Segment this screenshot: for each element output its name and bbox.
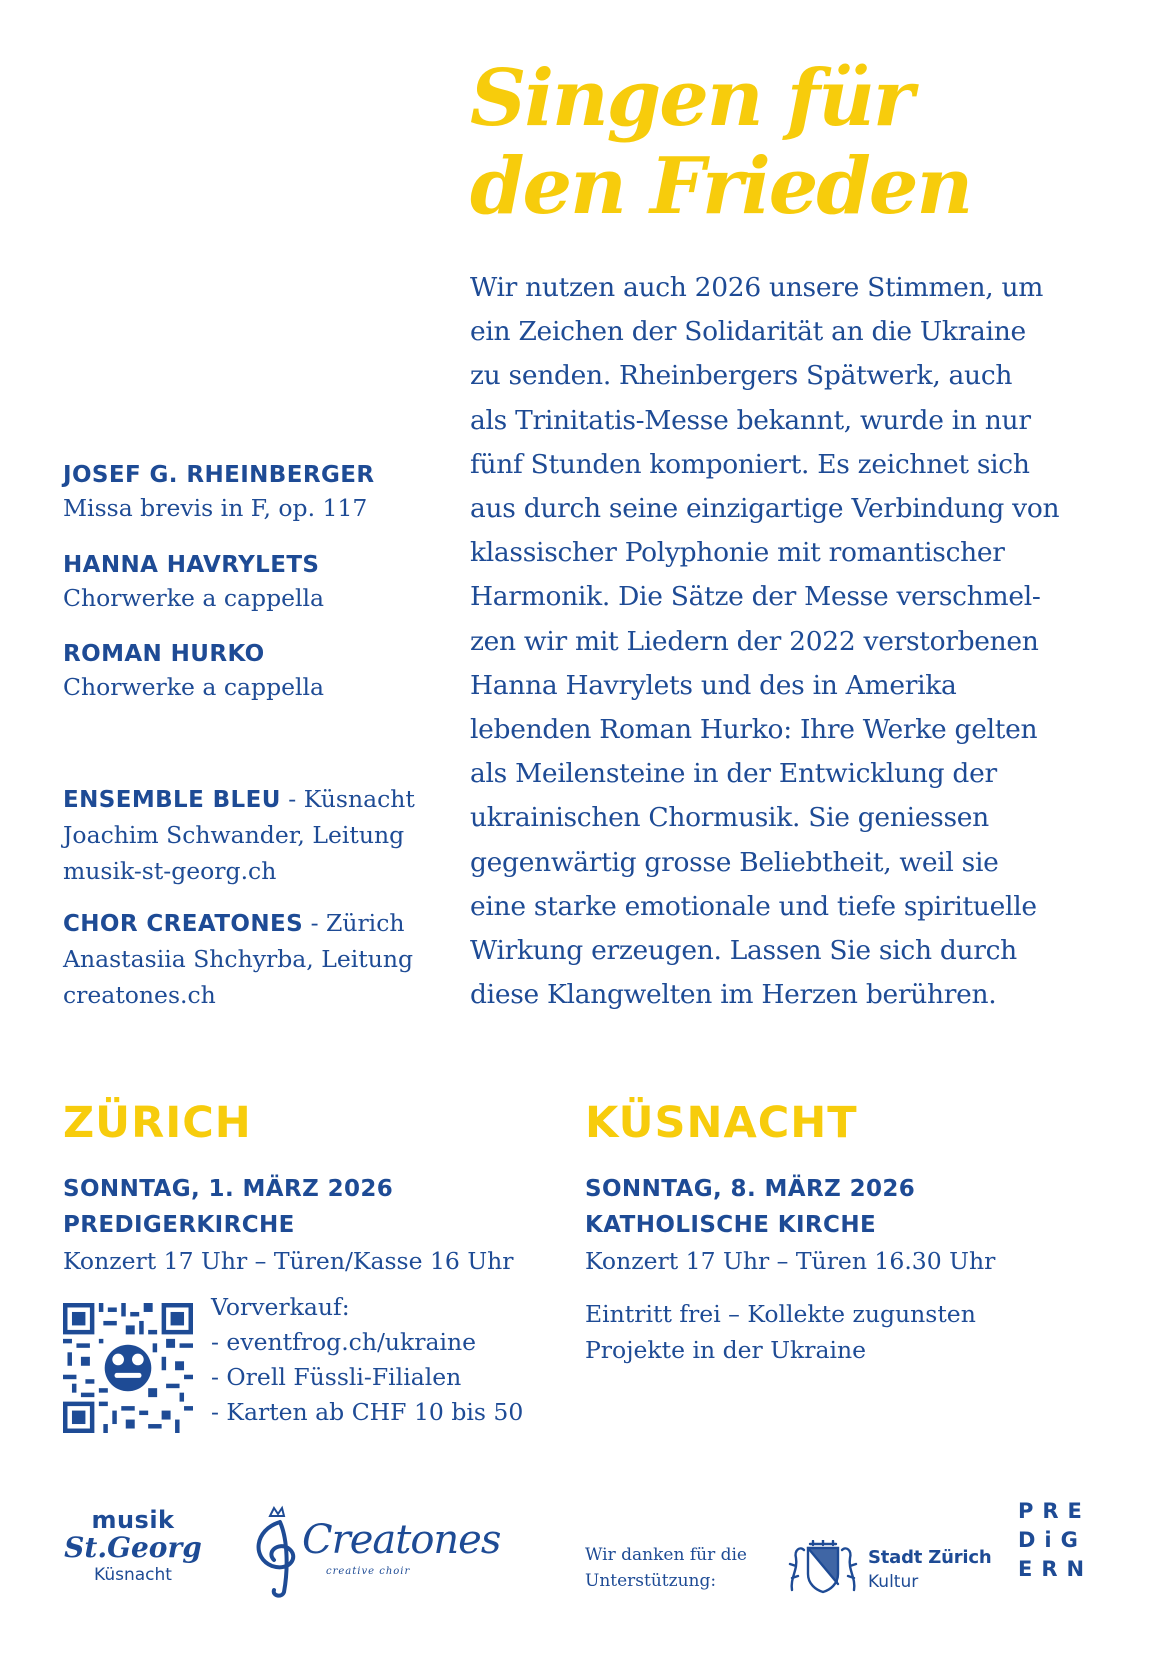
thanks-line: Unterstützung: [585, 1571, 717, 1591]
creatones-logo [244, 1500, 501, 1600]
presale-block [211, 1290, 523, 1430]
zurich-heading: ZÜRICH [63, 1098, 252, 1148]
intro-line: Hanna Havrylets und des in Amerika [470, 669, 957, 701]
program-hurko [63, 639, 443, 705]
intro-line: diese Klangwelten im Herzen berühren. [470, 979, 997, 1011]
intro-line: Wir nutzen auch 2026 unsere Stimmen, um [470, 272, 1044, 303]
kuesnacht-date: SONNTAG, 8. MÄRZ 2026 [585, 1176, 916, 1202]
composer-name: JOSEF G. RHEINBERGER [63, 462, 375, 488]
stadt-zuerich-logo [868, 1546, 991, 1594]
intro-line: lebenden Roman Hurko: Ihre Werke gelten [470, 714, 1038, 746]
work-title: Chorwerke a cappella [63, 584, 325, 612]
presale-item: - Karten ab CHF 10 bis 50 [211, 1398, 524, 1426]
intro-line: ein Zeichen der Solidarität an die Ukraine [470, 316, 1026, 348]
intro-line: eine starke emotionale und tiefe spirituelle [470, 890, 1037, 922]
predigern-line: ERN [1018, 1557, 1094, 1581]
work-title: Chorwerke a cappella [63, 673, 325, 701]
predigern-logo [1018, 1497, 1093, 1584]
qr-code[interactable] [63, 1303, 193, 1433]
composer-name: HANNA HAVRYLETS [63, 552, 320, 578]
intro-text [470, 266, 1110, 1017]
logo-kuesnacht-word: Küsnacht [94, 1565, 172, 1585]
ensemble-website[interactable]: musik-st-georg.ch [63, 857, 277, 885]
ensemble-leader: Joachim Schwander, Leitung [63, 821, 405, 849]
kuesnacht-entry-1: Eintritt frei – Kollekte zugunsten [585, 1300, 976, 1328]
stadt-zuerich-name: Stadt Zürich [868, 1547, 992, 1568]
ensemble-creatones [63, 905, 443, 1013]
ensemble-bleu [63, 781, 443, 889]
ensemble-name: CHOR CREATONES [63, 911, 304, 937]
kuesnacht-entry-2: Projekte in der Ukraine [585, 1336, 867, 1364]
program-havrylets [63, 550, 443, 616]
intro-line: ukrainischen Chormusik. Sie geniessen [470, 802, 989, 834]
program-rheinberger [63, 460, 443, 526]
intro-line: aus durch seine einzigartige Verbindung von [470, 493, 1060, 525]
presale-item[interactable]: - eventfrog.ch/ukraine [211, 1328, 477, 1356]
presale-item: - Orell Füssli-Filialen [211, 1363, 462, 1391]
ensemble-leader: Anastasiia Shchyrba, Leitung [63, 945, 414, 973]
kuesnacht-heading: KÜSNACHT [585, 1098, 858, 1148]
composer-name: ROMAN HURKO [63, 641, 265, 667]
ensemble-name: ENSEMBLE BLEU [63, 787, 281, 813]
intro-line: als Trinitatis-Messe bekannt, wurde in nur [470, 404, 1031, 436]
intro-line: zen wir mit Liedern der 2022 verstorbenen [470, 625, 1039, 657]
zurich-venue: PREDIGERKIRCHE [63, 1212, 295, 1238]
intro-line: Harmonik. Die Sätze der Messe verschmel- [470, 581, 1041, 613]
creatones-subtitle: creative choir [326, 1566, 411, 1577]
presale-title: Vorverkauf: [211, 1293, 350, 1321]
kuesnacht-venue: KATHOLISCHE KIRCHE [585, 1212, 877, 1238]
kuesnacht-times: Konzert 17 Uhr – Türen 16.30 Uhr [585, 1247, 996, 1275]
stadt-zuerich-kultur: Kultur [868, 1572, 919, 1592]
title-line-1: Singen für [470, 53, 913, 144]
zurich-date: SONNTAG, 1. MÄRZ 2026 [63, 1176, 394, 1202]
ensemble-place: - Zürich [310, 909, 405, 937]
intro-line: zu senden. Rheinbergers Spätwerk, auch [470, 360, 1013, 392]
title-line-2: den Frieden [470, 141, 972, 232]
predigern-line: DiG [1018, 1528, 1087, 1552]
thanks-line: Wir danken für die [585, 1545, 747, 1565]
zurich-coat-of-arms-icon [788, 1540, 858, 1594]
creatones-wordmark: Creatones [302, 1517, 501, 1563]
page-title [470, 55, 1120, 231]
intro-line: als Meilensteine in der Entwicklung der [470, 758, 997, 790]
thanks-text [585, 1542, 747, 1594]
logo-st-georg-word: St.Georg [64, 1531, 202, 1564]
ensemble-website[interactable]: creatones.ch [63, 981, 216, 1009]
predigern-line: PRE [1018, 1499, 1091, 1523]
musik-st-georg-logo [63, 1508, 203, 1586]
work-title: Missa brevis in F, op. 117 [63, 494, 368, 522]
ensemble-place: - Küsnacht [288, 785, 415, 813]
logo-musik-word: musik [91, 1506, 175, 1534]
intro-line: Wirkung erzeugen. Lassen Sie sich durch [470, 935, 1017, 967]
zurich-times: Konzert 17 Uhr – Türen/Kasse 16 Uhr [63, 1247, 514, 1275]
intro-line: gegenwärtig grosse Beliebtheit, weil sie [470, 846, 999, 878]
intro-line: klassischer Polyphonie mit romantischer [470, 537, 1005, 569]
intro-line: fünf Stunden komponiert. Es zeichnet sich [470, 448, 1030, 480]
